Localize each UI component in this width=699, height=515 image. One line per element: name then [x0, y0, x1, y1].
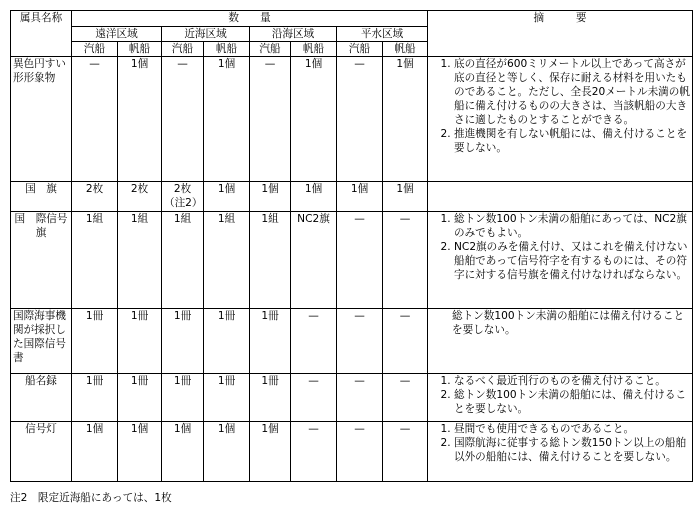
quantity-cell: 1冊: [250, 309, 291, 374]
quantity-cell: 1個: [383, 57, 428, 182]
quantity-cell: —: [162, 57, 204, 182]
quantity-cell: 1冊: [250, 374, 291, 422]
quantity-cell: 1個: [383, 182, 428, 212]
table-row: [11, 422, 693, 482]
summary-note: 1. 底の直径が600ミリメートル以上であって高さが底の直径と等しく、保存に耐える材料を用いたものであること。ただし、全長20メートル未満の帆船に備え付けるものの大きさは、当該帆船の大きさに適したものとすることができる。: [454, 57, 690, 127]
sub-header-steam: 汽船: [337, 42, 383, 57]
sub-header-steam: 汽船: [162, 42, 204, 57]
zone-header: 沿海区域: [250, 27, 337, 42]
summary-notes: [430, 422, 690, 464]
quantity-cell: 1冊: [118, 374, 162, 422]
zone-header: 遠洋区域: [72, 27, 162, 42]
sub-header-steam: 汽船: [72, 42, 118, 57]
quantity-cell: —: [383, 212, 428, 309]
quantity-cell: 1個: [72, 422, 118, 482]
summary-header: 摘 要: [428, 11, 693, 57]
quantity-cell: —: [291, 309, 337, 374]
quantity-cell: —: [337, 57, 383, 182]
table-row: [11, 182, 693, 212]
quantity-cell: 1個: [204, 422, 250, 482]
summary-cell: [428, 374, 693, 422]
sub-header-sail: 帆船: [118, 42, 162, 57]
item-name: 国 際信号旗: [11, 212, 72, 309]
sub-header-sail: 帆船: [383, 42, 428, 57]
quantity-cell: 1個: [204, 182, 250, 212]
quantity-header: 数 量: [72, 11, 428, 27]
quantity-value: 2枚: [173, 183, 192, 195]
summary-note: 2. NC2旗のみを備え付け、又はこれを備え付けない船舶であって信号符字を有するものには、その符字に対する信号旗を備え付けなければならない。: [454, 240, 690, 282]
item-name: 船名録: [11, 374, 72, 422]
quantity-cell: —: [383, 309, 428, 374]
quantity-cell: —: [291, 422, 337, 482]
sub-header-steam: 汽船: [250, 42, 291, 57]
table-row: [11, 309, 693, 374]
item-name: 国 旗: [11, 182, 72, 212]
summary-note: 1. 総トン数100トン未満の船舶にあっては、NC2旗のみでもよい。: [454, 212, 690, 240]
quantity-cell: 1冊: [162, 309, 204, 374]
item-name: 信号灯: [11, 422, 72, 482]
quantity-cell: 1組: [250, 212, 291, 309]
quantity-cell: —: [72, 57, 118, 182]
quantity-cell: 1組: [204, 212, 250, 309]
quantity-cell: 1冊: [72, 374, 118, 422]
summary-notes: [430, 212, 690, 282]
quantity-footnote-ref: （注2）: [164, 197, 203, 209]
quantity-cell: 1組: [162, 212, 204, 309]
summary-note: 2. 推進機関を有しない帆船には、備え付けることを要しない。: [454, 127, 690, 155]
quantity-cell: 1冊: [72, 309, 118, 374]
quantity-cell: —: [337, 422, 383, 482]
summary-cell: [428, 212, 693, 309]
quantity-cell: 1個: [204, 57, 250, 182]
quantity-cell: 1個: [162, 422, 204, 482]
quantity-cell: 1冊: [162, 374, 204, 422]
sub-header-sail: 帆船: [291, 42, 337, 57]
summary-cell: [428, 182, 693, 212]
quantity-cell: 1個: [291, 182, 337, 212]
quantity-cell: —: [291, 374, 337, 422]
table-row: [11, 57, 693, 182]
quantity-cell: 1個: [118, 422, 162, 482]
summary-note: 1. 昼間でも使用できるものであること。: [454, 422, 690, 436]
summary-note: 2. 国際航海に従事する総トン数150トン以上の船舶以外の船舶には、備え付けることを要しない。: [454, 436, 690, 464]
quantity-cell: 1冊: [204, 374, 250, 422]
equipment-table: [10, 10, 693, 482]
item-name: 国際海事機関が採択した国際信号書: [11, 309, 72, 374]
sub-header-sail: 帆船: [204, 42, 250, 57]
quantity-cell: —: [337, 309, 383, 374]
quantity-cell: 1個: [337, 182, 383, 212]
quantity-cell: —: [337, 212, 383, 309]
quantity-cell: 1個: [250, 182, 291, 212]
quantity-cell: NC2旗: [291, 212, 337, 309]
table-row: [11, 374, 693, 422]
summary-note: 1. なるべく最近刊行のものを備え付けること。: [454, 374, 690, 388]
summary-cell: [428, 57, 693, 182]
quantity-cell: [162, 182, 204, 212]
quantity-cell: 1組: [72, 212, 118, 309]
summary-note: 2. 総トン数100トン未満の船舶には、備え付けることを要しない。: [454, 388, 690, 416]
footnote: 注2 限定近海船にあっては、1枚: [10, 492, 172, 504]
quantity-cell: —: [337, 374, 383, 422]
summary-notes: [430, 374, 690, 416]
table-row: [11, 212, 693, 309]
quantity-cell: 1組: [118, 212, 162, 309]
quantity-cell: —: [383, 374, 428, 422]
item-name: 異色円すい形形象物: [11, 57, 72, 182]
header-row-1: [11, 11, 693, 27]
quantity-cell: 1冊: [204, 309, 250, 374]
quantity-cell: 1個: [118, 57, 162, 182]
item-column-header: 属具名称: [11, 11, 72, 57]
summary-notes: [430, 57, 690, 155]
quantity-cell: —: [250, 57, 291, 182]
summary-cell: [428, 309, 693, 374]
quantity-cell: 2枚: [72, 182, 118, 212]
zone-header: 近海区域: [162, 27, 250, 42]
quantity-cell: —: [383, 422, 428, 482]
quantity-cell: 2枚: [118, 182, 162, 212]
quantity-cell: 1冊: [118, 309, 162, 374]
quantity-cell: 1個: [250, 422, 291, 482]
summary-note: 総トン数100トン未満の船舶には備え付けることを要しない。: [452, 310, 685, 336]
quantity-cell: 1個: [291, 57, 337, 182]
zone-header: 平水区域: [337, 27, 428, 42]
summary-cell: [428, 422, 693, 482]
